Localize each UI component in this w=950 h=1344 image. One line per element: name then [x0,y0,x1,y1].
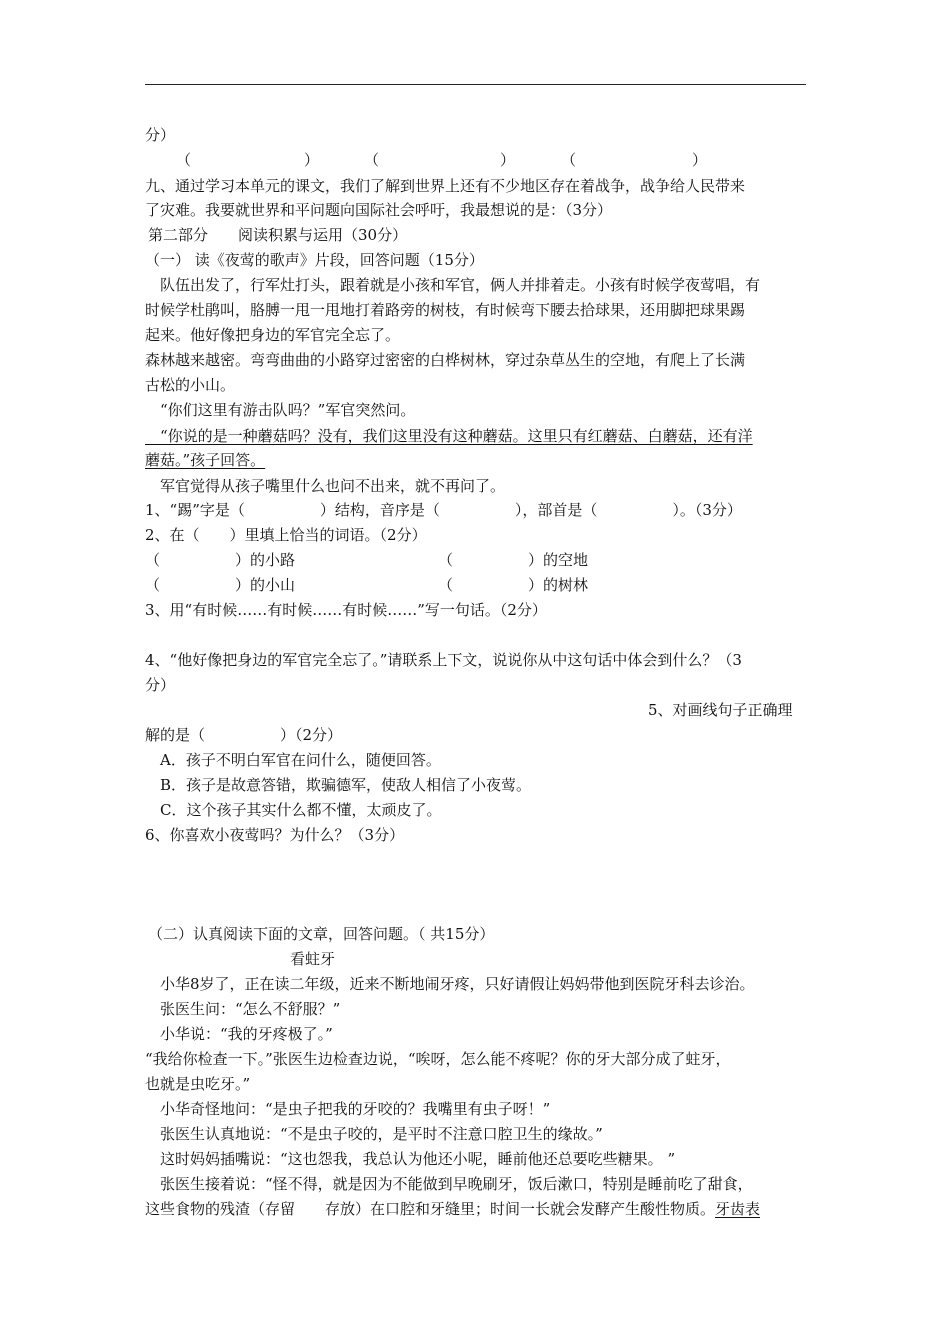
passage2-line: 张医生接着说：“怪不得，就是因为不能做到早晚刷牙，饭后漱口，特别是睡前吃了甜食， [145,1175,753,1193]
passage1-line: 队伍出发了，行军灶打头，跟着就是小孩和军官，俩人并排着走。小孩有时候学夜莺唱，有 [145,276,761,294]
passage1-line: 军官觉得从孩子嘴里什么也问不出来，就不再问了。 [145,477,506,495]
question-5: 解的是（ ）（2分） [145,726,343,744]
q5-option: A．孩子不明白军官在问什么，随便回答。 [145,751,441,769]
q2-item: （ ）的空地 [438,551,589,569]
question-5: 5、对画线句子正确理 [648,701,793,719]
question-1: 1、“踢”字是（ ）结构，音序是（ ），部首是（ ）。（3分） [145,501,742,519]
blank-close: ） [692,151,708,169]
question-4: 分） [145,676,176,694]
passage2-line: 也就是虫吃牙。” [145,1075,251,1093]
blank-close: ） [304,151,320,169]
question-2: 2、在（ ）里填上恰当的词语。（2分） [145,526,427,544]
underlined-sentence: 蘑菇。”孩子回答。 [145,451,266,469]
passage1-line: 时候学杜鹃叫，胳膊一甩一甩地打着路旁的树枝，有时候弯下腰去拾球果，还用脚把球果踢 [145,301,746,319]
passage2-line: 小华8岁了，正在读二年级，近来不断地闹牙疼，只好请假让妈妈带他到医院牙科去诊治。 [145,975,755,993]
passage1-line: 森林越来越密。弯弯曲曲的小路穿过密密的白桦树林，穿过杂草丛生的空地，有爬上了长满 [145,351,746,369]
underlined-text: 牙齿表 [715,1200,761,1218]
q9-tail: 分） [145,126,176,144]
section2-title: （二）认真阅读下面的文章，回答问题。（ 共15分） [148,925,495,943]
passage2-text: 这些食物的残渣（存留 存放）在口腔和牙缝里；时间一长就会发酵产生酸性物质。 [145,1200,716,1218]
q2-item: （ ）的小路 [145,551,296,569]
section1-title: （一） 读《夜莺的歌声》片段，回答问题（15分） [145,251,484,269]
passage2-line: 小华说：“我的牙疼极了。” [145,1025,333,1043]
q5-option: C．这个孩子其实什么都不懂，太顽皮了。 [145,801,442,819]
q9-line: 了灾难。我要就世界和平问题向国际社会呼吁，我最想说的是：（3分） [145,201,613,219]
passage1-line: 古松的小山。 [145,376,236,394]
q9-line: 九、通过学习本单元的课文，我们了解到世界上还有不少地区存在着战争，战争给人民带来 [145,177,746,195]
q2-item: （ ）的小山 [145,576,296,594]
passage2-line: 这时妈妈插嘴说：“这也怨我，我总认为他还小呢，睡前他还总要吃些糖果。 ” [145,1150,676,1168]
question-6: 6、你喜欢小夜莺吗？为什么？（3分） [145,826,405,844]
passage2-line: 张医生认真地说：“不是虫子咬的，是平时不注意口腔卫生的缘故。” [145,1125,603,1143]
blank-open: （ [364,151,380,169]
q5-option: B．孩子是故意答错，欺骗德军，使敌人相信了小夜莺。 [145,776,532,794]
header-rule [145,84,806,85]
passage2-line [145,1197,760,1221]
blank-open: （ [176,151,192,169]
passage2-line: “我给你检查一下。”张医生边检查边说，“唉呀，怎么能不疼呢？你的牙大部分成了蛀牙， [145,1050,731,1068]
passage1-line: 起来。他好像把身边的军官完全忘了。 [145,326,401,344]
blank-close: ） [500,151,516,169]
part2-title: 第二部分 阅读积累与运用（30分） [148,226,408,244]
question-4: 4、“他好像把身边的军官完全忘了。”请联系上下文，说说你从中这句话中体会到什么？（3 [145,651,742,669]
q2-item: （ ）的树林 [438,576,589,594]
story-title: 看蛀牙 [290,950,336,968]
question-3: 3、用“有时候……有时候……有时候……”写一句话。（2分） [145,601,547,619]
blank-open: （ [561,151,577,169]
passage2-line: 小华奇怪地问：“是虫子把我的牙咬的？我嘴里有虫子呀！” [145,1100,551,1118]
passage2-line: 张医生问：“怎么不舒服？” [145,1000,341,1018]
underlined-sentence: “你说的是一种蘑菇吗？没有，我们这里没有这种蘑菇。这里只有红蘑菇、白蘑菇，还有洋 [145,427,753,445]
passage1-line: “你们这里有游击队吗？”军官突然问。 [145,401,416,419]
